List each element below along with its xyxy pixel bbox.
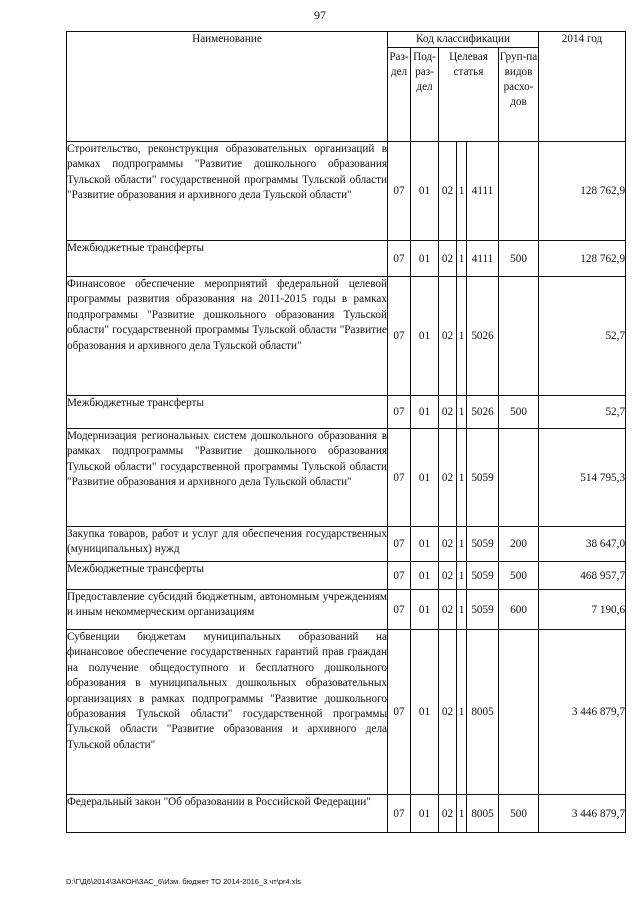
table-row (67, 795, 626, 833)
header-section: Раз-дел (388, 48, 411, 142)
program-code: 02 (439, 142, 457, 241)
table-row (67, 429, 626, 527)
table-row (67, 562, 626, 590)
expense-type-code: 500 (499, 795, 539, 833)
section-code: 07 (388, 795, 411, 833)
header-year: 2014 год (539, 32, 626, 142)
program-code: 02 (439, 795, 457, 833)
amount-2014: 128 762,9 (539, 142, 626, 241)
expense-type-code: 500 (499, 562, 539, 590)
expense-type-code (499, 429, 539, 527)
subprogram-code: 1 (457, 241, 467, 277)
program-code: 02 (439, 429, 457, 527)
header-classification: Код классификации (388, 32, 539, 48)
row-name: Закупка товаров, работ и услуг для обеспечения государственных (муниципальных) нужд (67, 527, 388, 562)
direction-code: 5059 (467, 590, 499, 630)
table-row (67, 527, 626, 562)
section-code: 07 (388, 142, 411, 241)
program-code: 02 (439, 277, 457, 396)
subsection-code: 01 (411, 527, 439, 562)
expense-type-code: 200 (499, 527, 539, 562)
amount-2014: 52,7 (539, 277, 626, 396)
section-code: 07 (388, 277, 411, 396)
direction-code: 8005 (467, 630, 499, 795)
section-code: 07 (388, 527, 411, 562)
subprogram-code: 1 (457, 429, 467, 527)
subprogram-code: 1 (457, 527, 467, 562)
section-code: 07 (388, 630, 411, 795)
subsection-code: 01 (411, 396, 439, 429)
direction-code: 4111 (467, 241, 499, 277)
amount-2014: 3 446 879,7 (539, 630, 626, 795)
amount-2014: 7 190,6 (539, 590, 626, 630)
table-row (67, 630, 626, 795)
subsection-code: 01 (411, 429, 439, 527)
expense-type-code: 600 (499, 590, 539, 630)
direction-code: 5059 (467, 562, 499, 590)
page-number: 97 (314, 8, 326, 22)
direction-code: 4111 (467, 142, 499, 241)
subsection-code: 01 (411, 142, 439, 241)
amount-2014: 468 957,7 (539, 562, 626, 590)
subprogram-code: 1 (457, 590, 467, 630)
direction-code: 5026 (467, 396, 499, 429)
row-name: Федеральный закон "Об образовании в Российской Федерации" (67, 795, 388, 833)
table-row (67, 396, 626, 429)
subsection-code: 01 (411, 562, 439, 590)
row-name: Предоставление субсидий бюджетным, автономным учреждениям и иным некоммерческим организациям (67, 590, 388, 630)
budget-table (66, 31, 626, 833)
row-name: Финансовое обеспечение мероприятий федеральной целевой программы развития образования на 2011-2015 годы в рамках подпрограммы "Развитие дошкольного образования Тульской области" государственной программы Тульской области "Развитие образования и архивного дела Тульской области" (67, 277, 388, 396)
expense-type-code (499, 277, 539, 396)
section-code: 07 (388, 562, 411, 590)
subprogram-code: 1 (457, 562, 467, 590)
subsection-code: 01 (411, 630, 439, 795)
row-name: Строительство, реконструкция образовательных организаций в рамках подпрограммы "Развитие дошкольного образования Тульской области" государственной программы Тульской области "Развитие образования и архивного дела Тульской области" (67, 142, 388, 241)
amount-2014: 38 647,0 (539, 527, 626, 562)
subsection-code: 01 (411, 277, 439, 396)
direction-code: 5026 (467, 277, 499, 396)
file-path-footer: D:\Г\Д6\2014\ЗАКОН\ЗАС_6\Изм. бюджет ТО 2014-2016_3 чт\pr4.xls (66, 877, 301, 886)
program-code: 02 (439, 562, 457, 590)
header-subsection: Под-раз-дел (411, 48, 439, 142)
subsection-code: 01 (411, 590, 439, 630)
subprogram-code: 1 (457, 795, 467, 833)
row-name: Межбюджетные трансферты (67, 241, 388, 277)
section-code: 07 (388, 241, 411, 277)
header-name: Наименование (67, 32, 388, 142)
direction-code: 5059 (467, 429, 499, 527)
direction-code: 5059 (467, 527, 499, 562)
subprogram-code: 1 (457, 396, 467, 429)
table-row (67, 142, 626, 241)
program-code: 02 (439, 396, 457, 429)
expense-type-code (499, 630, 539, 795)
program-code: 02 (439, 590, 457, 630)
amount-2014: 52,7 (539, 396, 626, 429)
section-code: 07 (388, 429, 411, 527)
table-row (67, 241, 626, 277)
subsection-code: 01 (411, 795, 439, 833)
section-code: 07 (388, 590, 411, 630)
row-name: Модернизация региональных систем дошкольного образования в рамках подпрограммы "Развитие дошкольного образования Тульской области" государственной программы Тульской области "Развитие образования и архивного дела Тульской области" (67, 429, 388, 527)
amount-2014: 128 762,9 (539, 241, 626, 277)
subprogram-code: 1 (457, 630, 467, 795)
subsection-code: 01 (411, 241, 439, 277)
row-name: Межбюджетные трансферты (67, 562, 388, 590)
subprogram-code: 1 (457, 142, 467, 241)
section-code: 07 (388, 396, 411, 429)
expense-type-code: 500 (499, 396, 539, 429)
expense-type-code (499, 142, 539, 241)
direction-code: 8005 (467, 795, 499, 833)
program-code: 02 (439, 630, 457, 795)
program-code: 02 (439, 241, 457, 277)
table-row (67, 590, 626, 630)
header-expense-group: Груп-па видов расхо-дов (499, 48, 539, 142)
subprogram-code: 1 (457, 277, 467, 396)
program-code: 02 (439, 527, 457, 562)
amount-2014: 3 446 879,7 (539, 795, 626, 833)
row-name: Межбюджетные трансферты (67, 396, 388, 429)
row-name: Субвенции бюджетам муниципальных образований на финансовое обеспечение государственных гарантий прав граждан на получение общедоступного и бесплатного дошкольного образования в муниципальных дошкольных образовательных организациях в рамках подпрограммы "Развитие дошкольного образования Тульской области" государственной программы Тульской области "Развитие образования и архивного дела Тульской области" (67, 630, 388, 795)
table-row (67, 277, 626, 396)
header-target-article: Целевая статья (439, 48, 499, 142)
expense-type-code: 500 (499, 241, 539, 277)
amount-2014: 514 795,3 (539, 429, 626, 527)
